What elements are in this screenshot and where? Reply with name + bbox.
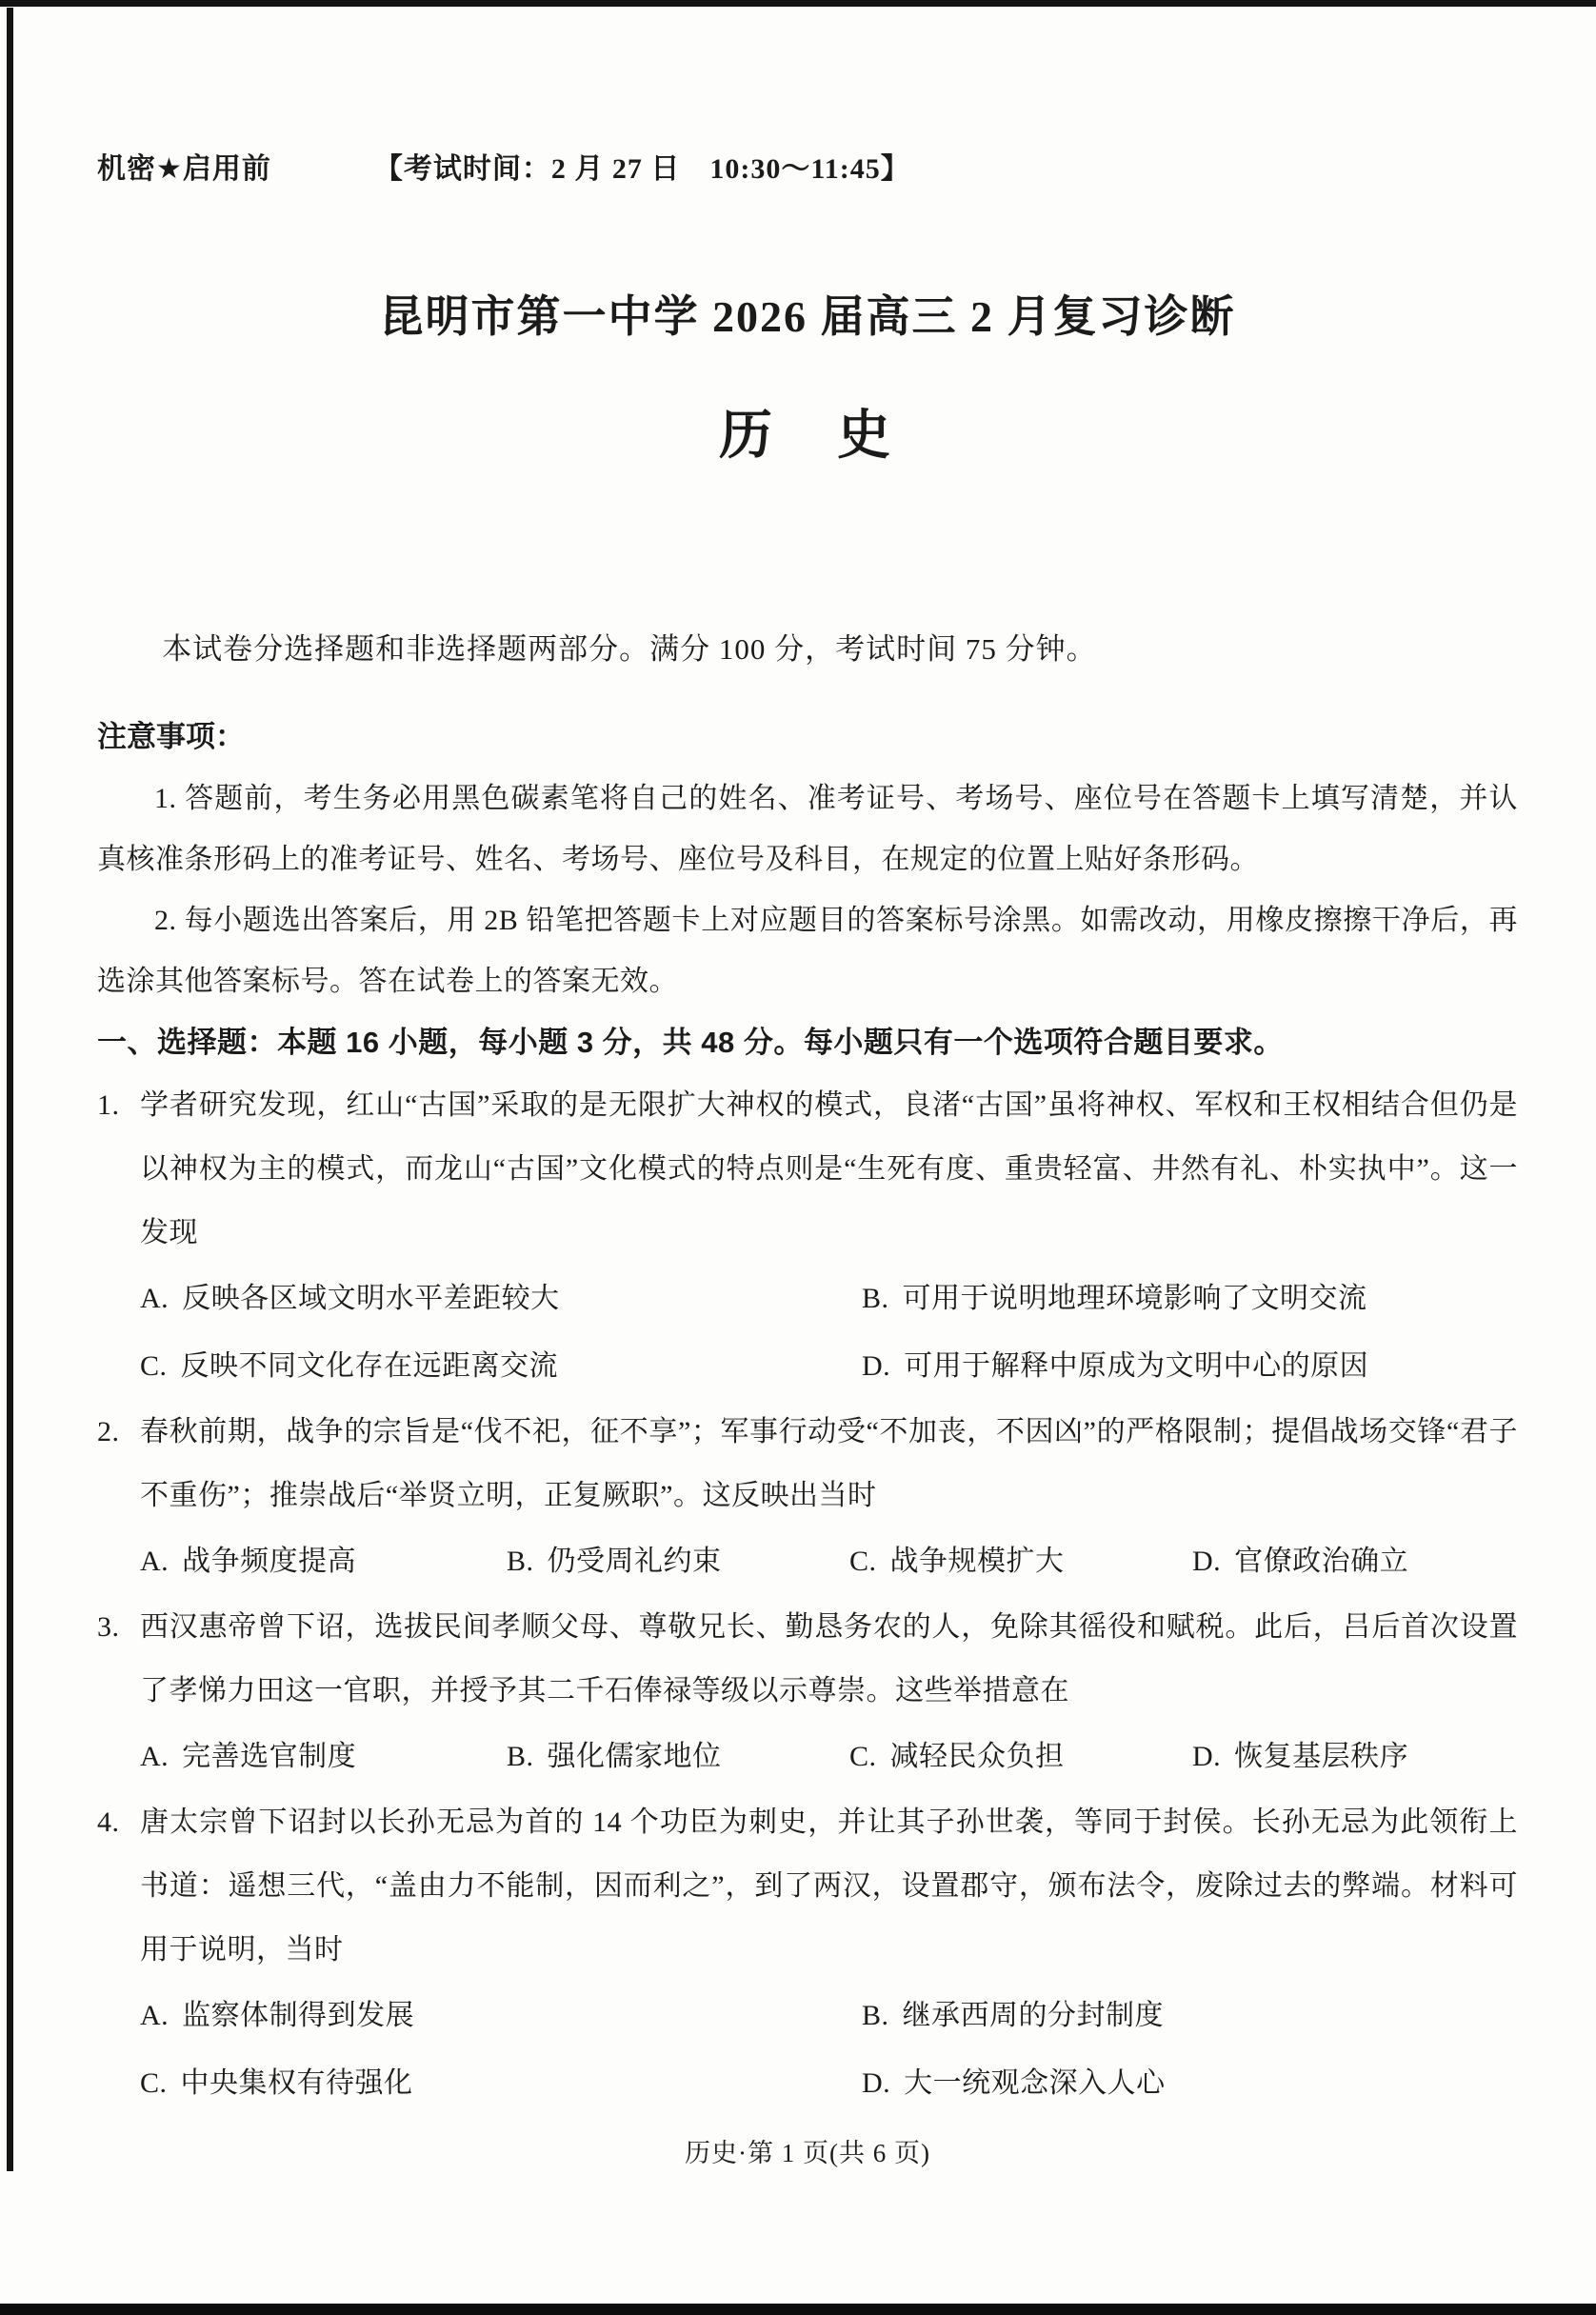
question-number: 2.	[97, 1416, 120, 1447]
scan-border-left	[7, 8, 13, 2171]
option-label: C.	[140, 1350, 168, 1382]
option-c	[849, 1723, 1192, 1790]
option-label: A.	[140, 2000, 170, 2031]
question-stem-text: 唐太宗曾下诏封以长孙无忌为首的 14 个功臣为刺史，并让其子孙世袭，等同于封侯。长孙无忌为此领衔上书道：遥想三代，“盖由力不能制，因而利之”，到了两汉，设置郡守，颁布法令，废除过去的弊端。材料可用于说明，当时	[140, 1806, 1518, 1966]
option-b	[862, 1982, 1164, 2049]
option-b	[507, 1723, 849, 1790]
option-text: 中央集权有待强化	[180, 2067, 413, 2099]
question-options	[140, 1265, 1518, 1400]
option-b	[507, 1527, 849, 1595]
question-options	[140, 1982, 1518, 2117]
option-text: 可用于说明地理环境影响了文明交流	[902, 1283, 1367, 1314]
question-stem	[97, 1400, 1518, 1527]
section-heading-choice: 一、选择题：本题 16 小题，每小题 3 分，共 48 分。每小题只有一个选项符合题目要求。	[97, 1026, 1284, 1059]
question-4	[97, 1790, 1518, 2117]
option-row	[140, 1332, 1518, 1400]
page-content	[97, 0, 1518, 2170]
option-row	[140, 2049, 1518, 2117]
option-row	[140, 1982, 1518, 2049]
option-text: 继承西周的分封制度	[902, 2000, 1165, 2031]
option-label: A.	[140, 1283, 170, 1314]
question-2	[97, 1400, 1518, 1595]
option-label: B.	[862, 1283, 889, 1314]
question-stem	[97, 1073, 1518, 1265]
option-d	[862, 1332, 1368, 1400]
option-label: A.	[140, 1741, 170, 1772]
scan-border-bottom	[0, 2304, 1596, 2315]
question-stem-text: 学者研究发现，红山“古国”采取的是无限扩大神权的模式，良渚“古国”虽将神权、军权和王权相结合但仍是以神权为主的模式，而龙山“古国”文化模式的特点则是“生死有度、重贵轻富、井然有礼、朴实执中”。这一发现	[140, 1089, 1518, 1248]
question-number: 1.	[97, 1089, 120, 1121]
option-c	[140, 2049, 862, 2117]
question-stem-text: 西汉惠帝曾下诏，选拔民间孝顺父母、尊敬兄长、勤恳务农的人，免除其徭役和赋税。此后，吕后首次设置了孝悌力田这一官职，并授予其二千石俸禄等级以示尊崇。这些举措意在	[140, 1611, 1518, 1706]
option-text: 反映不同文化存在远距离交流	[180, 1350, 559, 1382]
option-label: C.	[849, 1546, 877, 1577]
option-text: 强化儒家地位	[547, 1741, 722, 1772]
option-text: 仍受周礼约束	[547, 1546, 722, 1577]
exam-title: 昆明市第一中学 2026 届高三 2 月复习诊断	[379, 292, 1236, 341]
option-c	[849, 1527, 1192, 1595]
question-stem-text: 春秋前期，战争的宗旨是“伐不祀，征不享”；军事行动受“不加丧，不因凶”的严格限制；提倡战场交锋“君子不重伤”；推崇战后“举贤立明，正复厥职”。这反映出当时	[140, 1416, 1518, 1511]
option-text: 反映各区域文明水平差距较大	[182, 1283, 560, 1314]
option-label: A.	[140, 1546, 170, 1577]
option-label: D.	[1192, 1546, 1222, 1577]
option-label: B.	[862, 2000, 889, 2031]
option-label: D.	[862, 1350, 891, 1382]
note-item-1: 1. 答题前，考生务必用黑色碳素笔将自己的姓名、准考证号、考场号、座位号在答题卡上填写清楚，并认真核准条形码上的准考证号、姓名、考场号、座位号及科目，在规定的位置上贴好条形码。	[97, 783, 1518, 875]
option-label: C.	[849, 1741, 877, 1772]
option-label: D.	[862, 2067, 891, 2099]
option-b	[862, 1265, 1367, 1332]
option-text: 恢复基层秩序	[1234, 1741, 1409, 1772]
question-stem	[97, 1595, 1518, 1723]
option-text: 完善选官制度	[182, 1741, 357, 1772]
question-number: 4.	[97, 1806, 120, 1838]
question-number: 3.	[97, 1611, 120, 1643]
option-text: 战争规模扩大	[889, 1546, 1065, 1577]
option-d	[862, 2049, 1166, 2117]
option-label: C.	[140, 2067, 168, 2099]
question-stem	[97, 1790, 1518, 1982]
question-1	[97, 1073, 1518, 1400]
security-label: 机密★启用前	[97, 153, 271, 185]
exam-subject: 历 史	[719, 407, 896, 466]
option-row	[140, 1265, 1518, 1332]
option-a	[140, 1723, 507, 1790]
option-c	[140, 1332, 862, 1400]
option-d	[1192, 1527, 1408, 1595]
option-text: 大一统观念深入人心	[904, 2067, 1166, 2099]
page-footer: 历史·第 1 页(共 6 页)	[685, 2139, 930, 2167]
page-header	[97, 150, 1518, 189]
option-label: B.	[507, 1546, 534, 1577]
exam-time-label: 【考试时间：2 月 27 日 10:30～11:45】	[373, 153, 910, 185]
option-text: 减轻民众负担	[889, 1741, 1065, 1772]
option-text: 战争频度提高	[182, 1546, 357, 1577]
option-text: 官僚政治确立	[1234, 1546, 1409, 1577]
option-row	[140, 1527, 1518, 1595]
note-item-2: 2. 每小题选出答案后，用 2B 铅笔把答题卡上对应题目的答案标号涂黑。如需改动，用橡皮擦擦干净后，再选涂其他答案标号。答在试卷上的答案无效。	[97, 905, 1518, 997]
notes-heading: 注意事项：	[97, 720, 245, 753]
option-a	[140, 1527, 507, 1595]
option-d	[1192, 1723, 1408, 1790]
option-a	[140, 1265, 862, 1332]
option-label: B.	[507, 1741, 534, 1772]
option-row	[140, 1723, 1518, 1790]
option-text: 监察体制得到发展	[182, 2000, 415, 2031]
question-options	[140, 1527, 1518, 1595]
option-a	[140, 1982, 862, 2049]
option-label: D.	[1192, 1741, 1222, 1772]
question-3	[97, 1595, 1518, 1790]
option-text: 可用于解释中原成为文明中心的原因	[904, 1350, 1369, 1382]
exam-intro: 本试卷分选择题和非选择题两部分。满分 100 分，考试时间 75 分钟。	[162, 632, 1097, 666]
question-options	[140, 1723, 1518, 1790]
